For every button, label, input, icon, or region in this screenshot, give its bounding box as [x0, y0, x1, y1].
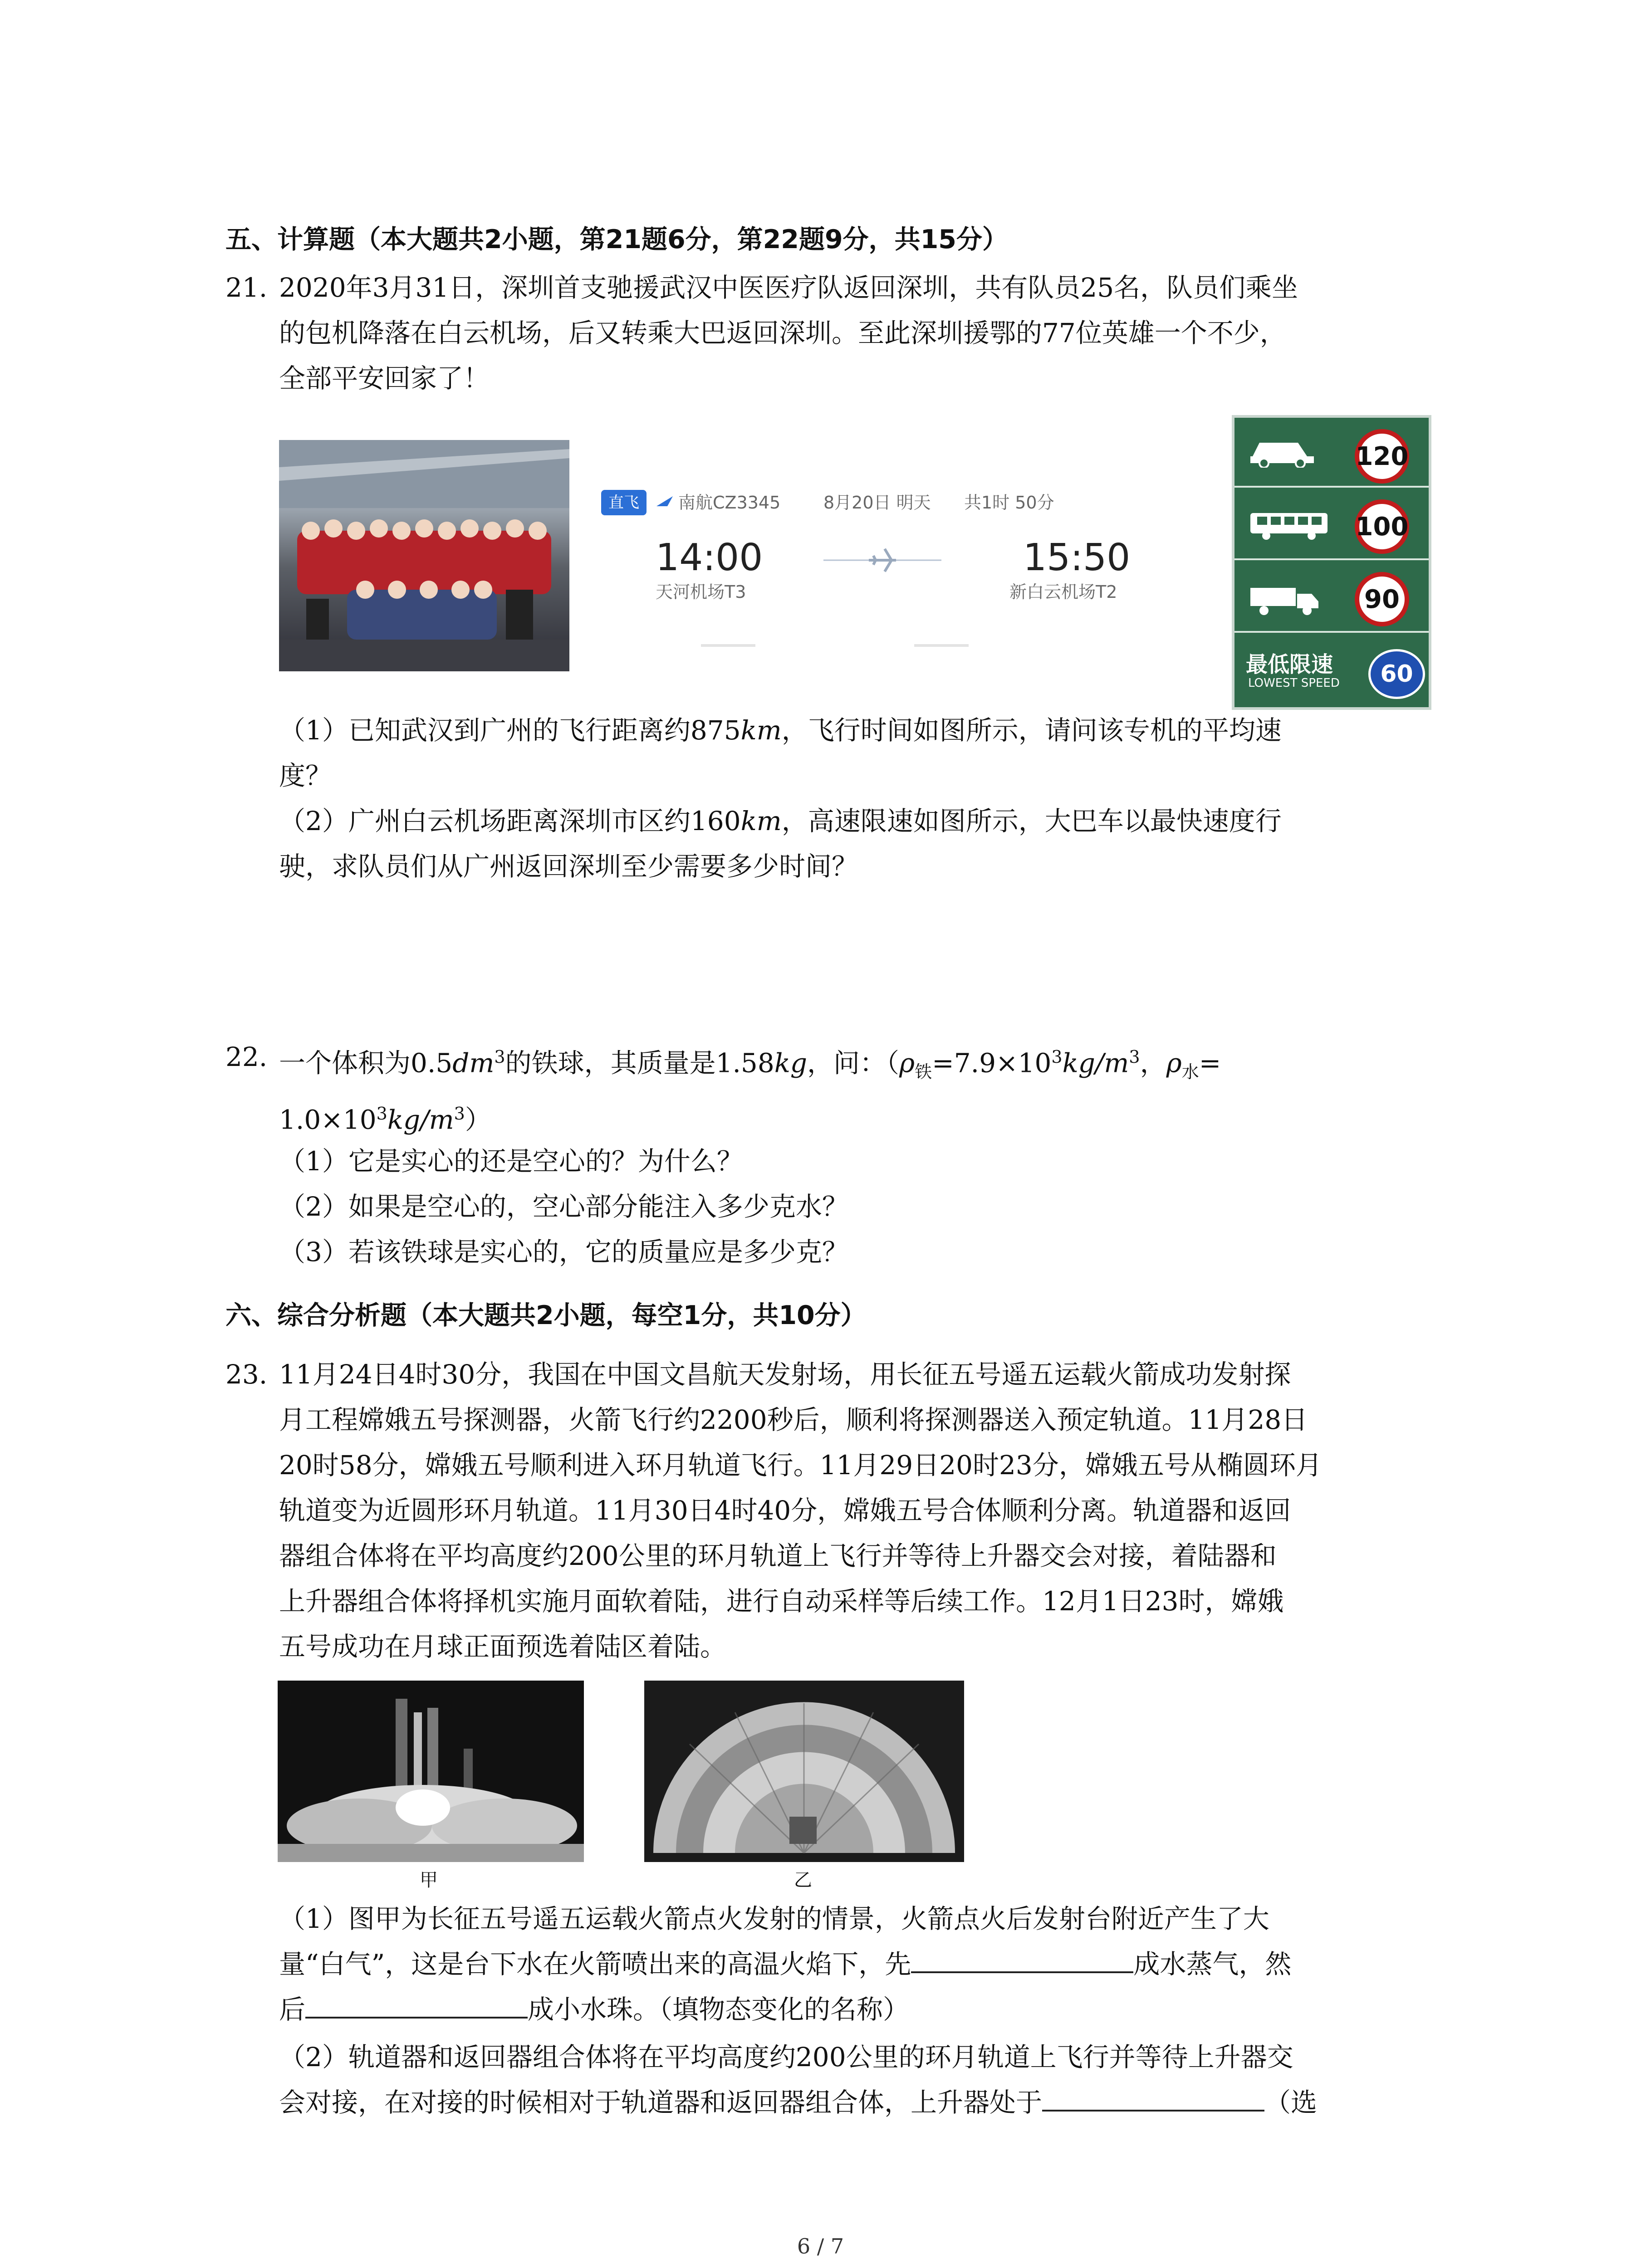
- arrival-time: 15:50: [1023, 536, 1131, 579]
- q23-part1-line2: 量“白气”，这是台下水在火箭喷出来的高温火焰下，先 成水蒸气，然: [279, 1946, 1291, 1982]
- q21-line-3: 全部平安回家了！: [279, 363, 490, 394]
- lowest-speed-label-cn: 最低限速: [1246, 652, 1333, 677]
- q21-number: 21.: [225, 272, 268, 303]
- airline-logo-icon: [656, 495, 674, 507]
- departure-airport: 天河机场T3: [656, 582, 746, 602]
- q23-line-1: 11月24日4时30分，我国在中国文昌航天发射场，用长征五号遥五运载火箭成功发射探: [279, 1359, 1291, 1390]
- q23-part2-line1: （2）轨道器和返回器组合体将在平均高度约200公里的环月轨道上飞行并等待上升器交: [279, 2042, 1293, 2072]
- q21-line-2: 的包机降落在白云机场，后又转乘大巴返回深圳。至此深圳援鄂的77位英雄一个不少，: [279, 318, 1286, 348]
- rocket-launch-photo: [278, 1681, 584, 1862]
- caption-jia: 甲: [420, 1870, 438, 1891]
- flight-info-card: [569, 472, 1227, 658]
- q23-line-5: 器组合体将在平均高度约200公里的环月轨道上飞行并等待上升器交会对接，着陆器和: [279, 1540, 1277, 1571]
- speed-limit-truck: 90: [1355, 572, 1409, 626]
- truck-icon: [1248, 581, 1321, 617]
- q23-line-3: 20时58分，嫦娥五号顺利进入环月轨道飞行。11月29日20时23分，嫦娥五号从椭圆环月: [279, 1450, 1322, 1481]
- answer-blank-2[interactable]: [305, 1991, 528, 2019]
- flight-number: 南航CZ3345: [678, 493, 781, 513]
- q23-line-2: 月工程嫦娥五号探测器，火箭飞行约2200秒后，顺利将探测器送入预定轨道。11月28日: [279, 1404, 1308, 1435]
- q23-line-4: 轨道变为近圆形环月轨道。11月30日4时40分，嫦娥五号合体顺利分离。轨道器和返回: [279, 1495, 1291, 1526]
- answer-blank-3[interactable]: [1042, 2084, 1264, 2112]
- q22-item-2: （2）如果是空心的，空心部分能注入多少克水？: [279, 1191, 848, 1222]
- direct-flight-tag: 直飞: [601, 490, 647, 515]
- speed-limit-car: 120: [1355, 429, 1409, 484]
- car-icon: [1248, 436, 1316, 468]
- flight-date: 8月20日 明天: [823, 493, 931, 513]
- answer-blank-1[interactable]: [911, 1946, 1133, 1973]
- q22-line-2: $1.0\times 10^3kg/m^3$）: [279, 1104, 491, 1135]
- q22-number: 22.: [225, 1041, 268, 1072]
- speed-limit-bus: 100: [1355, 499, 1409, 554]
- medical-team-photo: [279, 440, 569, 671]
- speed-limit-sign: [1232, 415, 1431, 710]
- q21-part2-line2: 驶，求队员们从广州返回深圳至少需要多少时间？: [279, 851, 858, 882]
- airplane-icon: [823, 544, 941, 576]
- q23-number: 23.: [225, 1359, 268, 1390]
- q23-part1-line3: 后 成小水珠。（填物态变化的名称）: [279, 1991, 909, 2028]
- q21-part2-line1: （2）广州白云机场距离深圳市区约160km，高速限速如图所示，大巴车以最快速度行: [279, 806, 1282, 836]
- lowest-speed-value: 60: [1368, 649, 1425, 699]
- q21-part1-line2: 度？: [279, 760, 332, 791]
- q23-line-7: 五号成功在月球正面预选着陆区着陆。: [279, 1631, 727, 1662]
- q22-item-1: （1）它是实心的还是空心的？为什么？: [279, 1146, 743, 1177]
- lunar-panorama-photo: [644, 1681, 964, 1862]
- caption-yi: 乙: [794, 1870, 812, 1891]
- q22-item-3: （3）若该铁球是实心的，它的质量应是多少克？: [279, 1237, 848, 1267]
- q21-line-1: 2020年3月31日，深圳首支驰援武汉中医医疗队返回深圳，共有队员25名，队员们乘坐: [279, 272, 1298, 303]
- section-6-heading: 六、综合分析题（本大题共2小题，每空1分，共10分）: [225, 1300, 867, 1330]
- q23-part2-line2: 会对接，在对接的时候相对于轨道器和返回器组合体，上升器处于 （选: [279, 2084, 1317, 2121]
- flight-duration: 共1时 50分: [964, 493, 1054, 513]
- lowest-speed-label-en: LOWEST SPEED: [1248, 676, 1340, 690]
- q23-line-6: 上升器组合体将择机实施月面软着陆，进行自动采样等后续工作。12月1日23时，嫦娥: [279, 1586, 1284, 1617]
- departure-time: 14:00: [656, 536, 763, 579]
- q21-part1-line1: （1）已知武汉到广州的飞行距离约875km，飞行时间如图所示，请问该专机的平均速: [279, 715, 1282, 746]
- section-5-heading: 五、计算题（本大题共2小题，第21题6分，第22题9分，共15分）: [225, 225, 1008, 254]
- arrival-airport: 新白云机场T2: [1009, 582, 1117, 602]
- page-number: 6 / 7: [797, 2234, 844, 2258]
- q23-part1-line1: （1）图甲为长征五号遥五运载火箭点火发射的情景，火箭点火后发射台附近产生了大: [279, 1903, 1269, 1934]
- q22-line-1: 一个体积为$0.5dm^3$的铁球，其质量是1.58kg，问：（$\rho_铁=7.9\times 10^3kg/m^3$，$\rho_水=$: [279, 1047, 1221, 1082]
- bus-icon: [1248, 508, 1330, 540]
